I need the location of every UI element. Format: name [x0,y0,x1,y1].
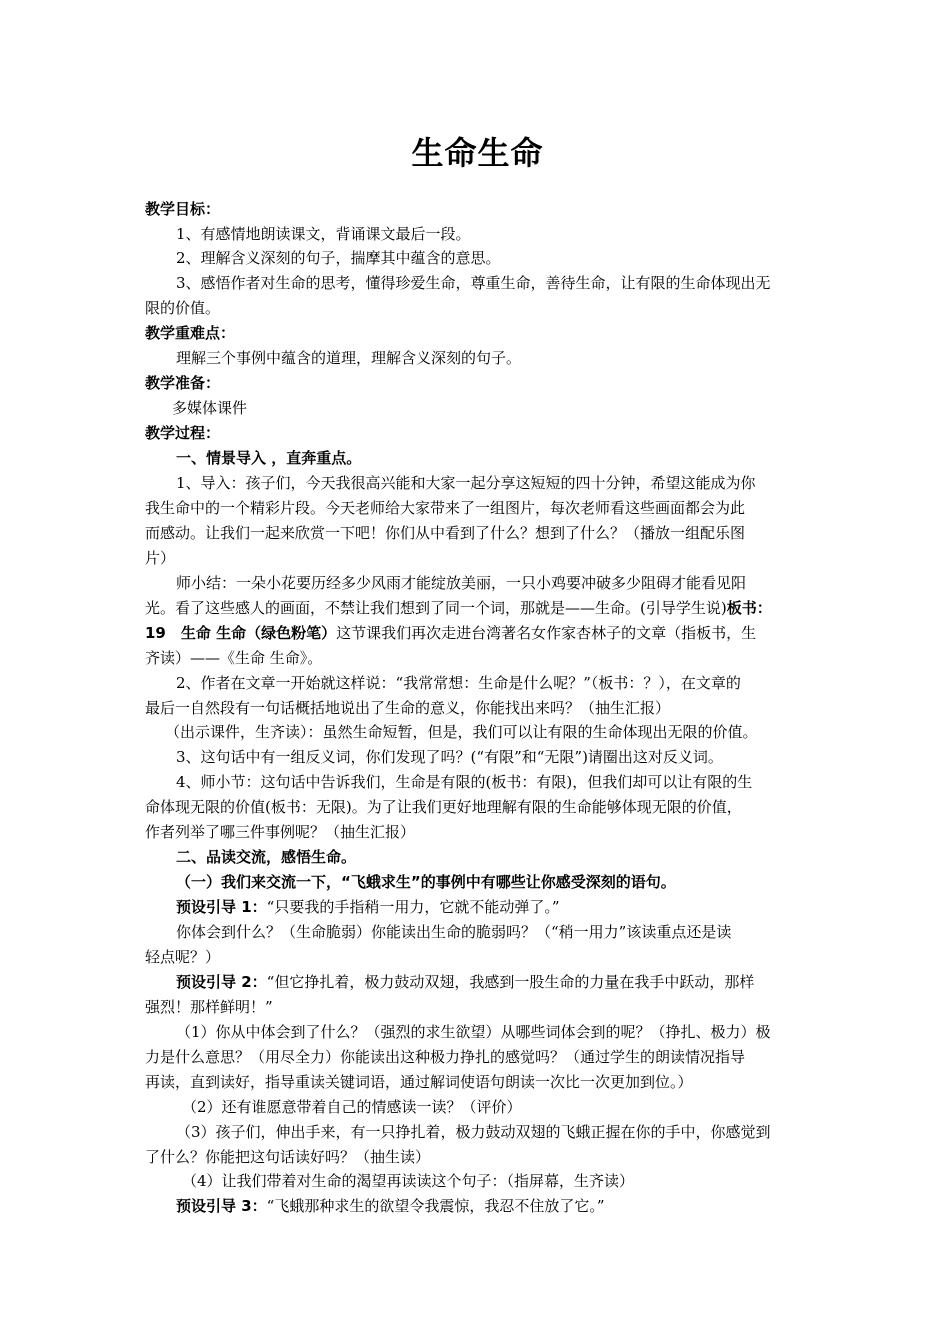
process-heading: 教学过程： [145,424,221,442]
g1a: 你体会到什么？（生命脆弱）你能读出生命的脆弱吗？（“稍一用力”该读重点还是读 [176,923,732,941]
guide-3 [176,1194,841,1219]
g1b: 轻点呢？） [145,948,221,966]
sub1-heading: （一）我们来交流一下，“飞蛾求生”的事例中有哪些让你感受深刻的语句。 [176,873,676,891]
p1c: 而感动。让我们一起来欣赏一下吧！你们从中看到了什么？想到了什么？（播放一组配乐图 [145,524,746,542]
q4: （4）让我们带着对生命的渴望再读读这个句子：（指屏幕，生齐读） [182,1172,635,1190]
guide-2-text: “但它挣扎着，极力鼓动双翅，我感到一股生命的力量在我手中跃动，那样 [266,973,755,991]
guide-1 [176,895,841,920]
p2c-bold: 19 生命 生命（绿色粉笔） [145,624,337,642]
goals-heading: 教学目标： [145,200,221,218]
goal-3a: 3、感悟作者对生命的思考，懂得珍爱生命，尊重生命，善待生命，让有限的生命体现出无 [176,274,771,292]
p2c-text: 这节课我们再次走进台湾著名女作家杏林子的文章（指板书，生 [336,624,757,642]
p3c: （出示课件，生齐读）：虽然生命短暂，但是，我们可以让有限的生命体现出无限的价值。 [165,723,758,741]
guide-3-text: “飞蛾那种求生的欲望令我震惊，我忍不住放了它。” [266,1197,605,1215]
goal-2: 2、理解含义深刻的句子，揣摩其中蕴含的意思。 [176,249,501,267]
p3b: 最后一自然段有一句话概括地说出了生命的意义，你能找出来吗？（抽生汇报） [145,699,671,717]
p2b [145,596,810,621]
p2c [145,621,810,646]
q1b: 力是什么意思？（用尽全力）你能读出这种极力挣扎的感觉吗？（通过学生的朗读情况指导 [145,1048,746,1066]
p2b-text: 光。看了这些感人的画面，不禁让我们想到了同一个词，那就是——生命。(引导学生说) [145,599,727,617]
p4: 3、这句话中有一组反义词，你们发现了吗？(“有限”和“无限”)请圈出这对反义词。 [176,748,723,766]
p1a: 1、导入：孩子们，今天我很高兴能和大家一起分享这短短的四十分钟，希望这能成为你 [176,474,756,492]
part1-heading: 一、情景导入 ，直奔重点。 [176,449,362,467]
q1c: 再读，直到读好，指导重读关键词语，通过解词使语句朗读一次比一次更加到位。） [145,1073,693,1091]
goal-3b: 限的价值。 [145,299,221,317]
guide-1-text: “只要我的手指稍一用力，它就不能动弹了。” [266,898,560,916]
part2-heading: 二、品读交流，感悟生命。 [176,848,357,866]
g2b: 强烈！那样鲜明！” [145,998,273,1016]
p2d: 齐读）——《生命 生命》。 [145,649,323,667]
p2b-bold: 板书： [726,599,772,617]
p2a: 师小结：一朵小花要历经多少风雨才能绽放美丽，一只小鸡要冲破多少阻碍才能看见阳 [176,574,747,592]
p5a: 4、师小节：这句话中告诉我们，生命是有限的(板书：有限)，但我们却可以让有限的生 [176,773,753,791]
document-title: 生命生命 [411,134,544,172]
q1a: （1）你从中体会到了什么？（强烈的求生欲望）从哪些词体会到的呢？（挣扎、极力）极 [176,1023,771,1041]
prep-heading: 教学准备： [145,374,221,392]
p1b: 我生命中的一个精彩片段。今天老师给大家带来了一组图片，每次老师看这些画面都会为此 [145,499,746,517]
guide-2-label: 预设引导 2： [176,973,267,991]
p1d: 片） [145,549,176,567]
prep-1: 多媒体课件 [172,399,248,417]
guide-3-label: 预设引导 3： [176,1197,267,1215]
q3b: 了什么？你能把这句话读好吗？（抽生读） [145,1148,431,1166]
p5c: 作者列举了哪三件事例呢？（抽生汇报） [145,823,416,841]
p5b: 命体现无限的价值(板书：无限)。为了让我们更好地理解有限的生命能够体现无限的价值， [145,798,742,816]
p3a: 2、作者在文章一开始就这样说：“我常常想：生命是什么呢？”（板书：？），在文章的 [176,674,741,692]
guide-1-label: 预设引导 1： [176,898,267,916]
key-heading: 教学重难点： [145,324,236,342]
q2: （2）还有谁愿意带着自己的情感读一读？（评价） [182,1098,522,1116]
key-1: 理解三个事例中蕴含的道理，理解含义深刻的句子。 [176,349,522,367]
guide-2 [176,970,841,995]
q3a: （3）孩子们，伸出手来，有一只挣扎着，极力鼓动双翅的飞蛾正握在你的手中，你感觉到 [176,1123,771,1141]
goal-1: 1、有感情地朗读课文，背诵课文最后一段。 [176,225,471,243]
